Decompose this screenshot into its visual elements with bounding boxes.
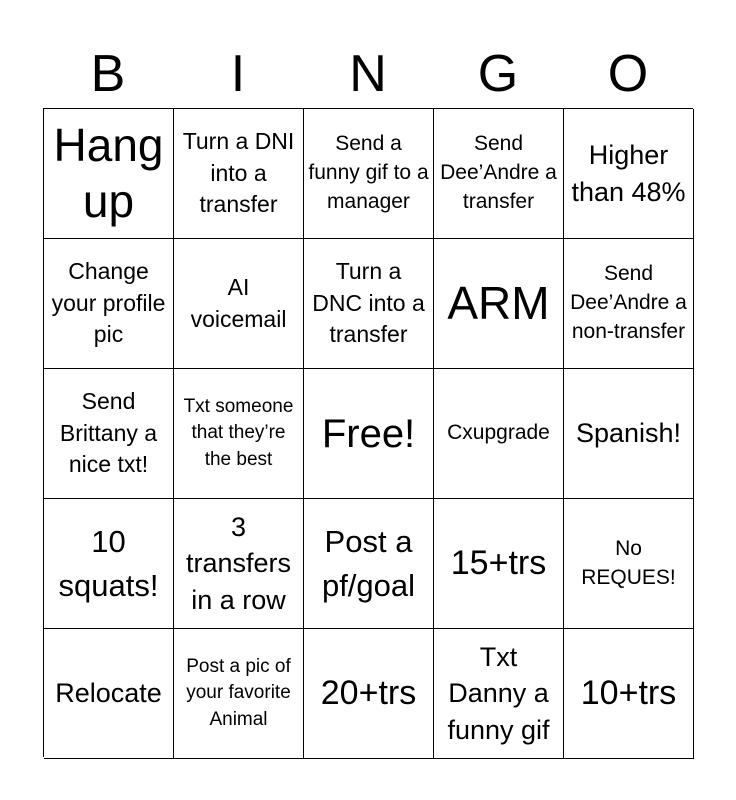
bingo-cell[interactable]: 3 transfers in a row: [174, 499, 304, 629]
bingo-cell[interactable]: 20+trs: [304, 629, 434, 759]
bingo-cell[interactable]: Send a funny gif to a manager: [304, 109, 434, 239]
bingo-cell[interactable]: Send Dee’Andre a transfer: [434, 109, 564, 239]
bingo-cell[interactable]: Spanish!: [564, 369, 694, 499]
header-letter-n: N: [349, 45, 387, 103]
bingo-cell[interactable]: Post a pf/goal: [304, 499, 434, 629]
bingo-cell[interactable]: Relocate: [44, 629, 174, 759]
bingo-cell[interactable]: Send Brittany a nice txt!: [44, 369, 174, 499]
bingo-cell[interactable]: 10+trs: [564, 629, 694, 759]
bingo-cell[interactable]: No REQUES!: [564, 499, 694, 629]
header-letter-o: O: [607, 45, 649, 103]
bingo-cell[interactable]: Txt Danny a funny gif: [434, 629, 564, 759]
bingo-cell[interactable]: Turn a DNC into a transfer: [304, 239, 434, 369]
bingo-cell[interactable]: Change your profile pic: [44, 239, 174, 369]
bingo-cell[interactable]: Hang up: [44, 109, 174, 239]
bingo-cell[interactable]: Txt someone that they’re the best: [174, 369, 304, 499]
header-letter-i: I: [230, 45, 246, 103]
header-letter-b: B: [90, 45, 126, 103]
bingo-cell[interactable]: Turn a DNI into a transfer: [174, 109, 304, 239]
bingo-cell[interactable]: Higher than 48%: [564, 109, 694, 239]
bingo-cell[interactable]: Post a pic of your favorite Animal: [174, 629, 304, 759]
bingo-cell[interactable]: 10 squats!: [44, 499, 174, 629]
bingo-cell[interactable]: 15+trs: [434, 499, 564, 629]
free-space-cell[interactable]: Free!: [304, 369, 434, 499]
bingo-cell[interactable]: Send Dee’Andre a non-transfer: [564, 239, 694, 369]
bingo-cell[interactable]: AI voicemail: [174, 239, 304, 369]
bingo-grid: [43, 108, 693, 757]
bingo-cell[interactable]: ARM: [434, 239, 564, 369]
bingo-cell[interactable]: Cxupgrade: [434, 369, 564, 499]
bingo-header: [43, 40, 693, 108]
header-letter-g: G: [477, 45, 519, 103]
